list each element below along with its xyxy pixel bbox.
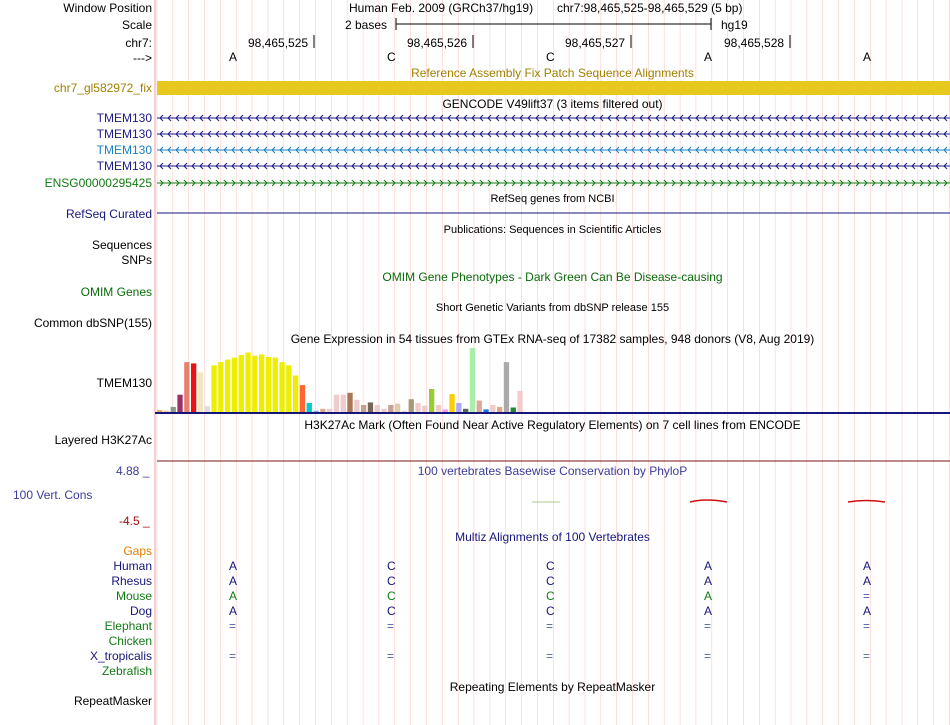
alignment-base: = (546, 649, 554, 663)
fix-track-title: Reference Assembly Fix Patch Sequence Alignments (411, 66, 694, 80)
gencode-item-label[interactable]: TMEM130 (96, 159, 152, 173)
species-label[interactable]: Dog (129, 604, 152, 618)
base-letter: A (229, 50, 238, 64)
gtex-bar (279, 362, 284, 412)
refseq-title: RefSeq genes from NCBI (490, 193, 615, 205)
alignment-base: C (546, 574, 555, 588)
position-title: chr7:98,465,525-98,465,529 (5 bp) (557, 1, 743, 15)
gtex-bar (402, 411, 407, 412)
gencode-item-label[interactable]: ENSG00000295425 (44, 176, 152, 190)
gaps-label[interactable]: Gaps (123, 544, 152, 558)
alignment-base: = (229, 619, 237, 633)
alignment-base: C (546, 589, 555, 603)
alignment-base: = (863, 589, 871, 603)
gtex-bar (164, 411, 169, 412)
gtex-bar (368, 402, 373, 412)
species-label[interactable]: Mouse (115, 589, 152, 603)
gtex-bar (245, 353, 250, 413)
gtex-bar (388, 405, 393, 412)
gtex-bar (157, 410, 162, 412)
base-letter: A (704, 50, 713, 64)
alignment-base: = (387, 649, 395, 663)
alignment-base: C (387, 604, 396, 618)
gtex-bar (266, 357, 271, 412)
alignment-base: = (863, 649, 871, 663)
cons-label[interactable]: 100 Vert. Cons (13, 488, 93, 502)
alignment-base: A (229, 574, 238, 588)
gencode-item-label[interactable]: TMEM130 (96, 143, 152, 157)
gtex-bar (273, 358, 278, 412)
gtex-bar (422, 406, 427, 412)
gtex-bar (300, 385, 305, 412)
cons-min-label: -4.5 _ (119, 514, 150, 528)
gtex-bar (395, 404, 400, 412)
gtex-bar (381, 409, 386, 412)
alignment-base: A (863, 574, 872, 588)
h3k27ac-label[interactable]: Layered H3K27Ac (54, 433, 152, 447)
species-label[interactable]: Elephant (104, 619, 152, 633)
gtex-bar (449, 394, 454, 412)
gtex-bar (483, 409, 488, 412)
alignment-base: A (704, 604, 713, 618)
gtex-bar (313, 411, 318, 412)
window-position-label: Window Position (63, 1, 152, 15)
alignment-base: A (704, 559, 713, 573)
gtex-bar (511, 408, 516, 413)
gtex-bar (436, 405, 441, 412)
gtex-gene-label[interactable]: TMEM130 (96, 376, 152, 390)
coord-label: 98,465,526 (407, 36, 468, 50)
gtex-bar (205, 406, 210, 412)
phylop-signal (848, 501, 885, 503)
chrom-label: chr7: (125, 36, 152, 50)
species-label[interactable]: Chicken (108, 634, 152, 648)
fix-track-label[interactable]: chr7_gl582972_fix (53, 81, 152, 95)
species-label[interactable]: X_tropicalis (89, 649, 152, 663)
gtex-bar (259, 354, 264, 412)
species-label[interactable]: Human (113, 559, 152, 573)
gtex-title: Gene Expression in 54 tissues from GTEx RNA-seq of 17382 samples, 948 donors (V8, Aug 2019) (290, 332, 815, 346)
alignment-base: = (229, 649, 237, 663)
gtex-bar (504, 362, 509, 412)
gtex-bar (218, 362, 223, 412)
alignment-base: A (863, 559, 872, 573)
alignment-base: = (704, 649, 712, 663)
species-label[interactable]: Rhesus (111, 574, 152, 588)
alignment-base: C (387, 559, 396, 573)
gtex-bar (171, 407, 176, 412)
alignment-base: C (546, 604, 555, 618)
dbsnp-label[interactable]: Common dbSNP(155) (33, 316, 152, 330)
gtex-bar (477, 401, 482, 413)
omim-label[interactable]: OMIM Genes (80, 285, 152, 299)
coord-label: 98,465,528 (724, 36, 785, 50)
gtex-bar (198, 372, 203, 412)
cons-max-label: 4.88 _ (116, 464, 150, 478)
scale-text: 2 bases (345, 18, 388, 32)
dbsnp-title: Short Genetic Variants from dbSNP release 155 (435, 302, 670, 314)
gencode-item-label[interactable]: TMEM130 (96, 127, 152, 141)
gencode-title: GENCODE V49lift37 (3 items filtered out) (442, 97, 663, 111)
gtex-bar (497, 407, 502, 412)
gtex-bar (463, 409, 468, 412)
repeats-title: Repeating Elements by RepeatMasker (449, 680, 656, 694)
repeatmasker-label[interactable]: RepeatMasker (73, 694, 152, 708)
coord-label: 98,465,527 (565, 36, 626, 50)
strand-label: ---> (133, 51, 152, 65)
gtex-bar (334, 395, 339, 412)
species-label[interactable]: Zebrafish (101, 664, 152, 678)
gtex-bar (429, 389, 434, 412)
gtex-bar (232, 358, 237, 412)
gtex-bar (470, 348, 475, 412)
gtex-bar (293, 376, 298, 413)
base-letter: C (387, 50, 396, 64)
gtex-bar (361, 405, 366, 412)
phylop-title: 100 vertebrates Basewise Conservation by PhyloP (417, 464, 688, 478)
scale-label: Scale (121, 18, 152, 32)
gtex-bar (443, 409, 448, 412)
alignment-base: A (704, 589, 713, 603)
gtex-bar (375, 405, 380, 412)
gtex-bar (211, 365, 216, 412)
phylop-signal (690, 500, 727, 502)
gencode-item-label[interactable]: TMEM130 (96, 111, 152, 125)
gtex-bar (354, 400, 359, 412)
alignment-base: A (704, 574, 713, 588)
gtex-bar (286, 365, 291, 412)
gtex-bar (341, 395, 346, 412)
gtex-bar (307, 403, 312, 412)
multiz-title: Multiz Alignments of 100 Vertebrates (455, 530, 650, 544)
base-letter: C (546, 50, 555, 64)
omim-title: OMIM Gene Phenotypes - Dark Green Can Be Disease-causing (382, 270, 723, 284)
fix-patch-bar (157, 81, 950, 95)
snps-label[interactable]: SNPs (121, 253, 152, 267)
alignment-base: = (387, 619, 395, 633)
alignment-base: = (704, 619, 712, 633)
gtex-bar (456, 403, 461, 412)
base-letter: A (863, 50, 872, 64)
gtex-bar (517, 391, 522, 412)
gtex-bar (177, 395, 182, 412)
alignment-base: A (229, 559, 238, 573)
alignment-base: A (229, 604, 238, 618)
gtex-bar (320, 409, 325, 412)
alignment-base: C (546, 559, 555, 573)
gtex-bar (225, 360, 230, 413)
gtex-bar (184, 362, 189, 412)
alignment-base: A (863, 604, 872, 618)
h3k27ac-title: H3K27Ac Mark (Often Found Near Active Regulatory Elements) on 7 cell lines from ENCODE (304, 418, 801, 432)
alignment-base: = (546, 619, 554, 633)
sequences-label[interactable]: Sequences (91, 238, 152, 252)
alignment-base: A (229, 589, 238, 603)
coord-label: 98,465,525 (248, 36, 309, 50)
alignment-base: C (387, 574, 396, 588)
gtex-bar (191, 363, 196, 412)
gtex-bar (239, 355, 244, 412)
gtex-bar (252, 356, 257, 412)
gtex-bar (490, 405, 495, 412)
assembly-title: Human Feb. 2009 (GRCh37/hg19) (349, 1, 534, 15)
pubs-title: Publications: Sequences in Scientific Articles (443, 224, 662, 236)
gtex-bar (327, 409, 332, 412)
gtex-bar (415, 403, 420, 412)
alignment-base: C (387, 589, 396, 603)
refseq-label[interactable]: RefSeq Curated (65, 207, 152, 221)
gtex-bar (347, 393, 352, 412)
gtex-bar (409, 399, 414, 412)
db-name: hg19 (721, 18, 748, 32)
alignment-base: = (863, 619, 871, 633)
